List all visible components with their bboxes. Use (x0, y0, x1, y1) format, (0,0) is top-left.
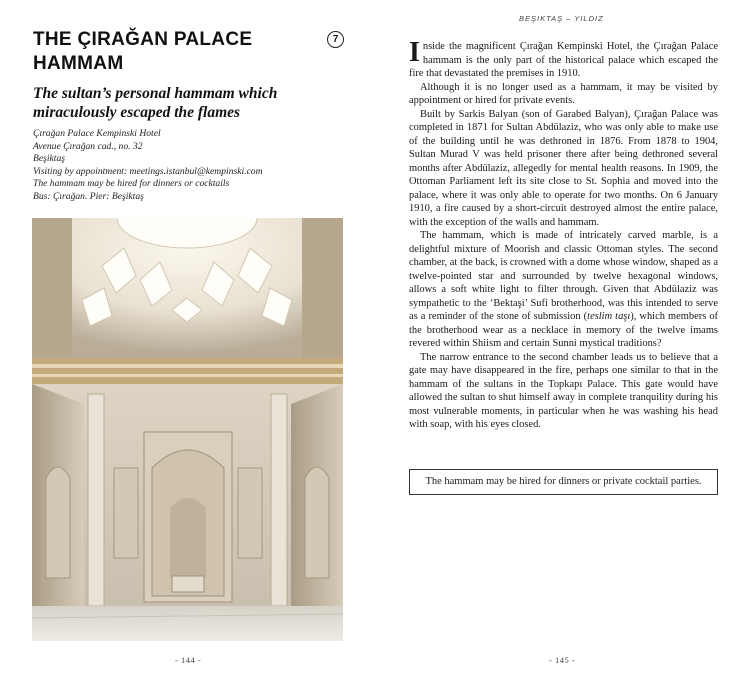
paragraph-2: Although it is no longer used as a hammam, it may be visited by appointment or hired for private events. (409, 81, 718, 106)
info-transport: Bus: Çırağan. Pier: Beşiktaş (33, 190, 144, 202)
callout-box: The hammam may be hired for dinners or private cocktail parties. (409, 469, 718, 495)
page-number-left: - 144 - (175, 655, 202, 665)
entry-number-badge: 7 (327, 31, 344, 48)
hammam-photo (32, 218, 343, 641)
page-number-right: - 145 - (549, 655, 576, 665)
running-head: BEŞIKTAŞ – YILDIZ (519, 14, 604, 23)
info-district: Beşiktaş (33, 153, 65, 165)
paragraph-5: The narrow entrance to the second chamber leads us to believe that a gate may have disappeared in the fire, perhaps one similar to that in the hammam of the sultans in the Topkapı Palace. This gate would have allowed the sultan to shut himself away in complete tranquility during his most vulnerable moments, in particular when he was washing his head with soap, with his eyes closed. (409, 351, 718, 430)
body-text (409, 37, 719, 432)
info-address: Avenue Çırağan cad., no. 32 (33, 140, 143, 152)
info-visiting: Visiting by appointment: meetings.istanbul@kempinski.com (33, 165, 263, 177)
italic-term: teslim taşı (587, 311, 631, 322)
page-subtitle: The sultan’s personal hammam which miraculously escaped the flames (33, 85, 278, 121)
info-block (33, 128, 353, 204)
page-title: THE ÇIRAĞAN PALACE HAMMAM (33, 29, 253, 74)
paragraph-1: Inside the magnificent Çırağan Kempinski Hotel, the Çırağan Palace hammam is the only part of the historical palace which escaped the fire that devastated the premises in 1910. (409, 37, 718, 79)
info-venue: Çırağan Palace Kempinski Hotel (33, 128, 161, 139)
drop-cap: I (409, 37, 420, 68)
paragraph-3: Built by Sarkis Balyan (son of Garabed Balyan), Çırağan Palace was completed in 1871 for Sultan Abdülaziz, who was only able to make use of the building until he was dethroned in 1876. From 1878 to 1904, Sultan Murad V was held prisoner there after being dethroned several months after Abdülaziz, allegedly for mental health reasons. In 1909, the Ottoman Parliament left its site close to St. Sophia and moved into the palace, where it was only able to operate for two months. On 6 January 1910, a fire caused by a short-circuit destroyed almost the entire palace, with the exception of the walls and hammam. (409, 108, 718, 228)
paragraph-4: The hammam, which is made of intricately carved marble, is a delightful mixture of Moorish and classic Ottoman styles. The second chamber, at the back, is crowned with a dome whose window, shaped as a twelve-pointed star and surrounded by twelve hexagonal windows, allows a soft white light to filter through. Given that Abdülaziz was sympathetic to the ‘Bektaşi’ Sufi brotherhood, was this intended to serve as a reminder of the stone of submission (teslim taşı), which members of the brotherhood wear as a necklace in memory of the twelve imams revered within Shiism and certain Sunni mystical traditions? (409, 230, 719, 349)
info-hire: The hammam may be hired for dinners or cocktails (33, 178, 230, 190)
